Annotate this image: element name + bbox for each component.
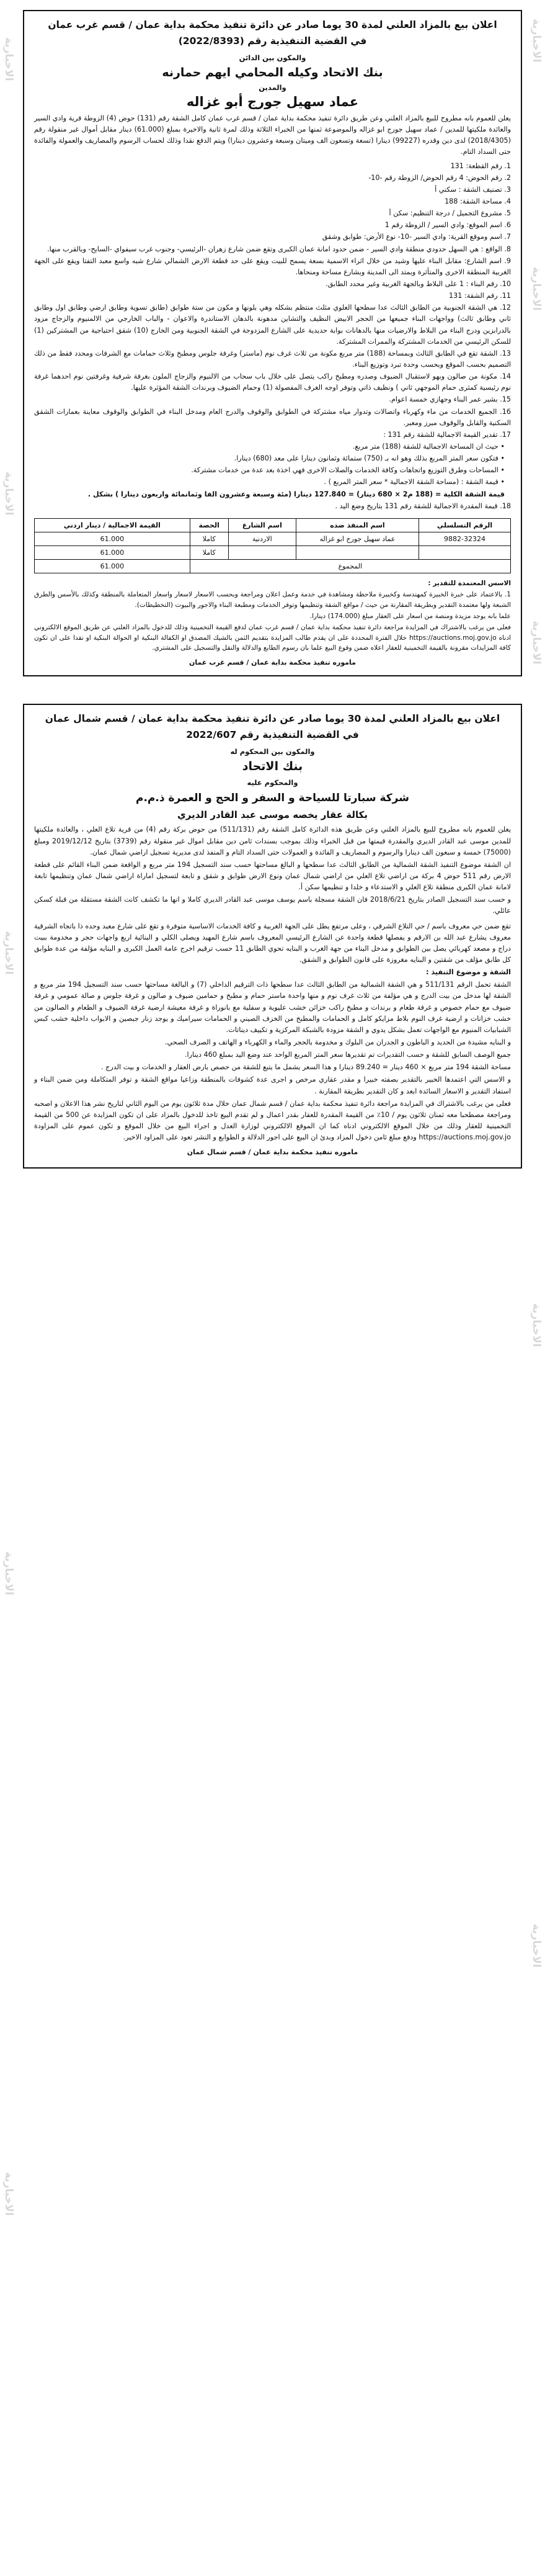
watermark-text: الاخبارية	[2, 2172, 15, 2216]
list-item: 7. اسم وموقع القرية: وادي السير -10- نوع الأرض: طوابق وشقق	[322, 233, 511, 241]
cell-share: كاملا	[190, 545, 228, 559]
notice-1-signature: ماموره تنفيذ محكمة بداية عمان / قسم غرب عمان	[189, 658, 356, 667]
list-item: 11. رقم الشقة: 131	[449, 292, 511, 300]
list-item: 2. رقم الحوض: 4 رقم الحوض/ الزوطة رقم -10-	[368, 173, 511, 182]
watermark-text: الاخبارية	[2, 1551, 15, 1595]
list-item: 6. اسم الموقع: وادي السير / الزوطة رقم 1	[384, 221, 511, 230]
list-item: • حيث ان المساحة الاجمالية للشقة (188) متر مربع.	[352, 442, 505, 451]
description-paragraph: تقع ضمن حي معروف باسم / حي التلاع الشرقي ، وعلى مرتفع يطل على الجهة الغربية و كافة الخدمات الاساسية متوفرة و تقع على شارع معبد وحده ذا باتجاه الشرقية معروف يشارع عبد الله بن الارقم و يفصلها قطعة واحدة عن الشارع الرئيسي المعروف باسم شارع المهيد ويصلى الكلي و البنائية اربع واجهات حجر و مخدومة ببيت دراج و مصعد كهربائي يصل بين الطوابق و مدخل البناء من جهة الغرب و البنايه تحوي الطابق 11 حسب ترقيم اخرج عامة العمل الكبرى و البنايه مؤلفة من عدة طوابق كل طابق مؤلف من شقتين و البنايه مغروزة على قانون الطوابق و الشقق.	[34, 922, 512, 964]
list-item: 16. الجميع الخدمات من ماء وكهرباء واتصالات وتدوار مياه مشتركة في الطوابق والوقوف والدرج العام ومدخل البناء في الطوابق والوقوف معاينة بعمارات الشقق السكنية والقابل والوقوف مبرز ومعبر.	[34, 407, 511, 427]
list-item: 8. الواقع : هي السهل حدودي منطقة وادي السير - ضمن حدود امانة عمان الكبرى وتقع ضمن شارع زهران -الرئيسي- وجنوب غرب سيفواي -السايح- وبالقرب منها.	[47, 245, 511, 253]
description-paragraph: و البنايه مشيدة من الحديد و الباطون و الجدران من البلوك و مخدومة بالحجر والماء و الكهرباء و الهاتف و الصرف الصحي.	[164, 1038, 511, 1046]
list-item: 18. قيمة المقدرة الاجمالية للشقة رقم 131 بتاريخ وضع اليد .	[335, 501, 511, 510]
watermark-text: الاخبارية	[2, 931, 15, 975]
list-item: • المساحات وطرق التوزيع واتجاهات وكافة الخدمات والصلات الاخرى فهي اخذة بعد عدة من خدمات مشتركة.	[191, 466, 505, 475]
description-paragraph: جميع الوصف السابق للشقة و حسب التقديرات تم تقديرها سعر المتر المربع الواحد عند وضع اليد بمبلغ 460 دينارا.	[184, 1051, 511, 1059]
watermark-text: الاخبارية	[2, 37, 15, 81]
description-paragraph: الشقة تحمل الرقم 511/131 و هي الشقة الشمالية من الطابق الثالث عدا سطحها ذات الترقيم الداخلي (7) و البالغة مساحتها حسب سند التسجيل 194 متر مربع و الشقة لها مدخل من بيت الدرج و هي مؤلفة من ثلاث غرف نوم و منها واحدة ماستر حمام و مطبخ و حمامين ضيوف و صالون و غرفة جلوس و صالة عمومي و غرفة ضيوف مع حمام خصوص و غرفة طعام و برندات و مطبخ راكب خزائن خشب عليوية و سفلية مع بانوراة و غرفة معيشة ارضية غرفة الضيوف و الطعام و الصالون من خشب خزانات و ارضية غرف النوم بلاط مزايكو كامل و الحمامات والمطبخ من الخزف الصيني و الحمامات سيراميك و يوجد زنار جبصين و الابواب داخلية خشب كبس الشبابيات المنيوم مع الواجهات تعمل بشكل يدوي و الشقة مزودة بالشبكة المركزية و تكييف ديناتات.	[34, 981, 511, 1034]
total-value: 61.000	[35, 559, 190, 573]
cell-street: الاردنية	[228, 532, 296, 545]
column-header-debtor: اسم المنفذ ضده	[296, 518, 419, 532]
notice-1-header	[34, 17, 511, 48]
notice-1-between-label: والمكون بين الدائن	[239, 53, 306, 63]
cell-debtor	[296, 545, 419, 559]
list-item: 10. رقم البناء : 1 على البلاط وبالجهة الغربية وغير محدد الطابق.	[326, 280, 511, 288]
watermark-text: الاخبارية	[530, 1924, 543, 1968]
list-item: 13. الشقة تقع في الطابق الثالث وبمساحة (188) متر مربع مكونة من ثلاث غرف نوم (ماستر) وغرفة جلوس ومطبخ وثلاث حمامات مع الشرفات ومحدد فقط من ذلك التصميم بحسب الموقع وبحسب وحدة تبرد وتوزيع البناء.	[34, 349, 511, 369]
column-header-total-value: القيمة الاجمالية / دينار اردني	[35, 518, 190, 532]
list-item: قيمة الشقة الكلية = (188 م2 × 680 دينار) = 127.840 دينارا (مئة وسبعة وعشرون الفا وثمانمائة واربعون دينارا ) بشكل .	[87, 490, 505, 498]
watermark-text: الاخبارية	[530, 1303, 543, 1347]
list-item: 14. مكونة من صالون وبهو لاستقبال الضيوف وصدره ومطبخ راكب يتصل على خلال باب سحاب من الالنيوم والزجاج الملون بغرفة شرفية وغرفتين نوم احدهما غرفة نوم رئيسية كمثرى حمام الموجهي ثاني ) ونظيف ذاتي وتوفر اوجه الغرف المفصولة (1) وحمام الضيوف وبرندات الشقة المؤثرة عليها.	[34, 372, 511, 392]
cell-street	[228, 545, 296, 559]
footer-line: 1. بالاعتماد على خبرة الخبيرة كمهندسة وكخبيرة ملاحظة ومشاهدة في خدمة وعمل اعلان ومراجعة وبحسب الاسعار لاسعار واسعار المتعاملة بالمنطقة وكذلك بالأسس والطرق الشبعة ولها معتمدة التقدير وبطريقة المقارنة من حيث / مواقع الشقة وتنظيمها وتوفر الخدمات ومطبعة البناء والاجور والبيوت (التخطيطات).	[34, 590, 511, 609]
total-label: المجموع	[190, 559, 510, 573]
auction-notice-2	[23, 704, 522, 1169]
list-item: 4. مساحة الشقة: 188	[445, 197, 511, 206]
cell-total-value: 61.000	[35, 532, 190, 545]
notice-1-debtor-name: عماد سهيل جورج أبو غزاله	[186, 94, 359, 110]
table-row	[35, 532, 511, 545]
notice-1-header-line-2: في القضية التنفيذية رقم (2022/8393)	[178, 35, 367, 47]
table-total-row	[35, 559, 511, 573]
column-header-serial: الرقم التسلسلي	[419, 518, 511, 532]
list-item: 5. مشروع التجميل / درجة التنظيم: سكن أ	[389, 209, 511, 218]
notice-2-between-label: والمكون بين المحكوم له	[230, 747, 315, 756]
cell-debtor: عماد سهيل جورج ابو غزاله	[296, 532, 419, 545]
notice-1-property-details	[34, 161, 511, 512]
auction-notice-1	[23, 10, 522, 676]
cell-serial	[419, 545, 511, 559]
footer-line-with-auction-link[interactable]: فعلى من يرغب بالاشتراك في المزايدة مراجعة دائرة تنفيذ محكمة بداية عمان / قسم غرب عمان لدفع القيمة التخمينية وذلك للدخول بالمزاد العلني عن طريق الموقع الالكتروني ادناه https://auctions.moj.gov.jo خلال الفترة المحددة على ان يقدم طالب المزايدة بتقديم الثمن بالشيك المصدق او الكفالة البنكية او الحوالة البنكية او نقدا على ان تكون كافة المزايدات مقرونة بالقيمة التخمينية للعقار اعلاه ضمن وقوع البيع علما بان رسوم الطابع والدلالة والنقل والتسجيل على المشتري.	[34, 623, 511, 652]
notice-2-header-line-1: اعلان بيع بالمزاد العلني لمدة 30 يوما صادر عن دائرة تنفيذ محكمة بداية عمان / قسم شمال عمان	[45, 713, 500, 725]
cell-total-value: 61.000	[35, 545, 190, 559]
list-item: 1. رقم القطعة: 131	[450, 161, 511, 170]
notice-1-intro-paragraph: يعلن للعموم بانه مطروح للبيع بالمزاد العلني وعن طريق دائرة تنفيذ محكمة بداية عمان / قسم غرب عمان كامل الشقة رقم (131) حوض (4) الزوطة قرية وادي السير والعائدة ملكيتها للمدين / عماد سهيل جورج ابو غزاله والموضوعة ثمنها من الخبراء الثلاثة وذلك لمرة ثانية والاخيرة بمبلغ (61.000) دينار مقابل أموال غير منقولة رقم (2018/4305) لدى دين وقدره (99227) دينارا (تسعة وتسعون الف وميتان وسبعة وعشرون دينارا) ويتم الدفع نقدا وذلك لحساب الرسوم والمصاريف والعمولة والفائدة حتى السداد التام.	[34, 114, 512, 156]
column-header-share: الحصة	[190, 518, 228, 532]
notice-2-header	[34, 711, 511, 742]
cell-share: كاملا	[190, 532, 228, 545]
notice-1-debtor-label: والمدين	[259, 83, 286, 92]
watermark-text: الاخبارية	[530, 621, 543, 665]
watermark-text: الاخبارية	[530, 267, 543, 311]
description-subtitle: الشقة و موضوع التنفيذ :	[426, 968, 511, 977]
list-item: • فتكون سعر المتر المربع بذلك وهو انه بـ (750) ستمائة وثمانون دينارا على معد (680) دينارا.	[234, 454, 505, 463]
notice-2-intro	[34, 824, 511, 917]
list-item: 9. اسم الشارع: مقابل البناء عليها وشيد من خلال اثراء الاسمية بسعة يسمح للبيت ويقع على حد قطعة الارض الشمالي شارع شبه واسع معبد التفتا ويقع على الجهة الغربية المنطقة الاخرى والمتأثرة وبمتد الى المدينة وبشارع مساحة ومنحاها.	[34, 256, 511, 276]
watermark-text: الاخبارية	[530, 19, 543, 63]
notice-2-intro-paragraph: و حسب سند التسجيل الصادر بتاريخ 2018/6/21 فان الشقة مسجلة باسم يوسف موسى عبد القادر الديري كاملا و انها ما تكشف كانت الشقة مستقلة من قبلة كسكن عائلي.	[34, 895, 511, 915]
notice-2-header-line-2: في القضية التنفيذية رقم 2022/607	[186, 729, 359, 741]
notice-2-signature: ماموره تنفيذ محكمة بداية عمان / قسم شمال عمان	[187, 1148, 358, 1157]
description-paragraph: مساحة الشقة 194 متر مربع × 460 دينار = 89.240 دينارا و هذا السعر يشمل ما يتبع للشقة من حصص بارض العقار و الخدمات و بيت الدرج .	[101, 1063, 511, 1072]
table-row	[35, 545, 511, 559]
notice-2-agent-line: بكالة عقار يخصه موسى عبد القادر الديري	[177, 809, 368, 821]
notice-2-description	[34, 921, 511, 1144]
list-item: • قيمة الشقة : (مساحة الشقة الاجمالية * سعر المتر المربع ) .	[324, 478, 505, 487]
list-item: 12. هي الشقة الجنوبية من الطابق الثالث عدا سطحها العلوي مثلث منتظم بشكله وهي بلونها و مكون من ستة طوابق (طابق تسوية وطابق ارضي وطابق اول وطابق ثاني وطابق ثالث) وواجهات البناء جميعها من الحجر الابيض النظيف والتشاين مدهونة بالدهان الاستاندرة والاعوان - والباب الخارجي من الالمنيوم والزجاج مزود بالدرابزين ودرج البناء من البلاط والارضيات منها بالدهانات بوابة حديدية على الشارع المزدوجة في الشقة الجنوبية ومن الخارج (10) شقق احتياجية من المشتركين (1) للسكن الرئيسي من الخدمات المشتركة والممرات المشتركة.	[34, 303, 511, 346]
footer-line: الاسس المعتمدة للتقدير :	[428, 579, 511, 587]
list-item: 3. تصنيف الشقة : سكني أ	[435, 185, 511, 194]
notice-2-intro-paragraph: ان الشقة موضوع التنفيذ الشقة الشمالية من الطابق الثالث عدا سطحها و البالغ مساحتها حسب سند التسجيل 194 متر مربع و الواقعة ضمن البناء القائم على قطعة الارض رقم 511 حوض 4 بركة من اراضي تلاع العلي من اراضي شمال عمان ونوع الارض طوابق و شقق و تابعة لتسجيل اماراة اراضي شمال عمان وتنظيمها تابعة لامانة عمان الكبرى منطقة تلاع العلي و الاستدعاء و خلدا و تنظيمها سكن أ.	[34, 860, 512, 892]
watermark-text: الاخبارية	[2, 472, 15, 516]
description-paragraph: و الاسس التي اعتمدها الخبير بالتقدير بصفته خبيرا و مقدر عقاري مرخص و اجرى عدة كشوفات بالمنطقة وزاعيا مواقع الشقة و توفر المتكاملة ومن ضمن البناء و استفاد التقدير و الاسعار السائدة ابعد و كان التقدير بطريقة المقارنة .	[34, 1075, 511, 1095]
notice-2-creditor: بنك الاتحاد	[242, 760, 303, 774]
valuation-table	[34, 518, 511, 573]
notice-1-creditor: بنك الاتحاد وكيله المحامي ايهم حمارنه	[162, 66, 383, 80]
cell-serial: 9882-32324	[419, 532, 511, 545]
list-item: 17. تقدير القيمة الاجمالية للشقة رقم 131 :	[383, 430, 511, 439]
notice-1-footer	[34, 578, 511, 654]
column-header-street: اسم الشارع	[228, 518, 296, 532]
footer-line: علما بانه يوجد مزيدة ومنصة من اسعار على العقار مبلغ (174.000) دينارا.	[309, 612, 511, 620]
notice-1-intro	[34, 113, 511, 158]
notice-1-header-line-1: اعلان بيع بالمزاد العلني لمدة 30 يوما صادر عن دائرة تنفيذ محكمة بداية عمان / قسم غرب عمان	[48, 19, 497, 30]
notice-2-debtor-label: والمحكوم عليه	[247, 778, 298, 788]
auction-participation-paragraph[interactable]: فعلى من يرغب بالاشتراك في المزايدة مراجعة دائرة تنفيذ محكمة بداية عمان / قسم شمال عمان خلال مدة ثلاثون يوم من اليوم الثاني لتاريخ نشر هذا الاعلان و اصحبه ومراجعة مصطحبا معه ثمنان ثلاثون يوم / 10٪ من القيمة المقدرة للعقار بقدر اعمال و لم تقدم البيع تاخذ للدخول بالمزاد على ان تكون المزايدة عن 500 من القيمة التخمينية للعقار وذلك من خلال الموقع الالكتروني ادناه كما ان الموقع الالكتروني لوزارة العدل و اجراء البيع من خلال الموقع و تكون عموم على المزاودة https://auctions.moj.gov.jo ودفع مبلغ ثامن دخول المزاد وبدئ ان البيع على اجور الدلالة و الطوابع و النشر تعود على المزاود الاخير.	[34, 1099, 511, 1142]
table-header-row	[35, 518, 511, 532]
notice-2-company-name: شركة سبارتا للسياحة و السفر و الحج و العمرة ذ.م.م	[136, 792, 409, 805]
list-item: 15. بشير عمر البناء وجهازي خمسة اعوام.	[389, 395, 511, 404]
notice-2-intro-paragraph: يعلن للعموم بانه مطروح للبيع بالمزاد العلني وعن طريق هذه الدائرة كامل الشقة رقم (511/131) من حوض بركة رقم (4) من قرية تلاع العلي ، والعائدة ملكيتها للمدين موسى عبد القادر الديري والمقدرة قيمتها من قبل الخبراء وذلك بموجب بسندات ثامن دين مقابل اموال غير منقولة رقم (3739) بتاريخ 2019/12/12 ومبلغ (75000) خمسة و سبعون الف دينارا والرسوم و المصاريف و الفائدة و العمولات حتى السداد التام و المنفذ لدى مديرية تسجيل اراضي شمال عمان.	[34, 825, 512, 856]
